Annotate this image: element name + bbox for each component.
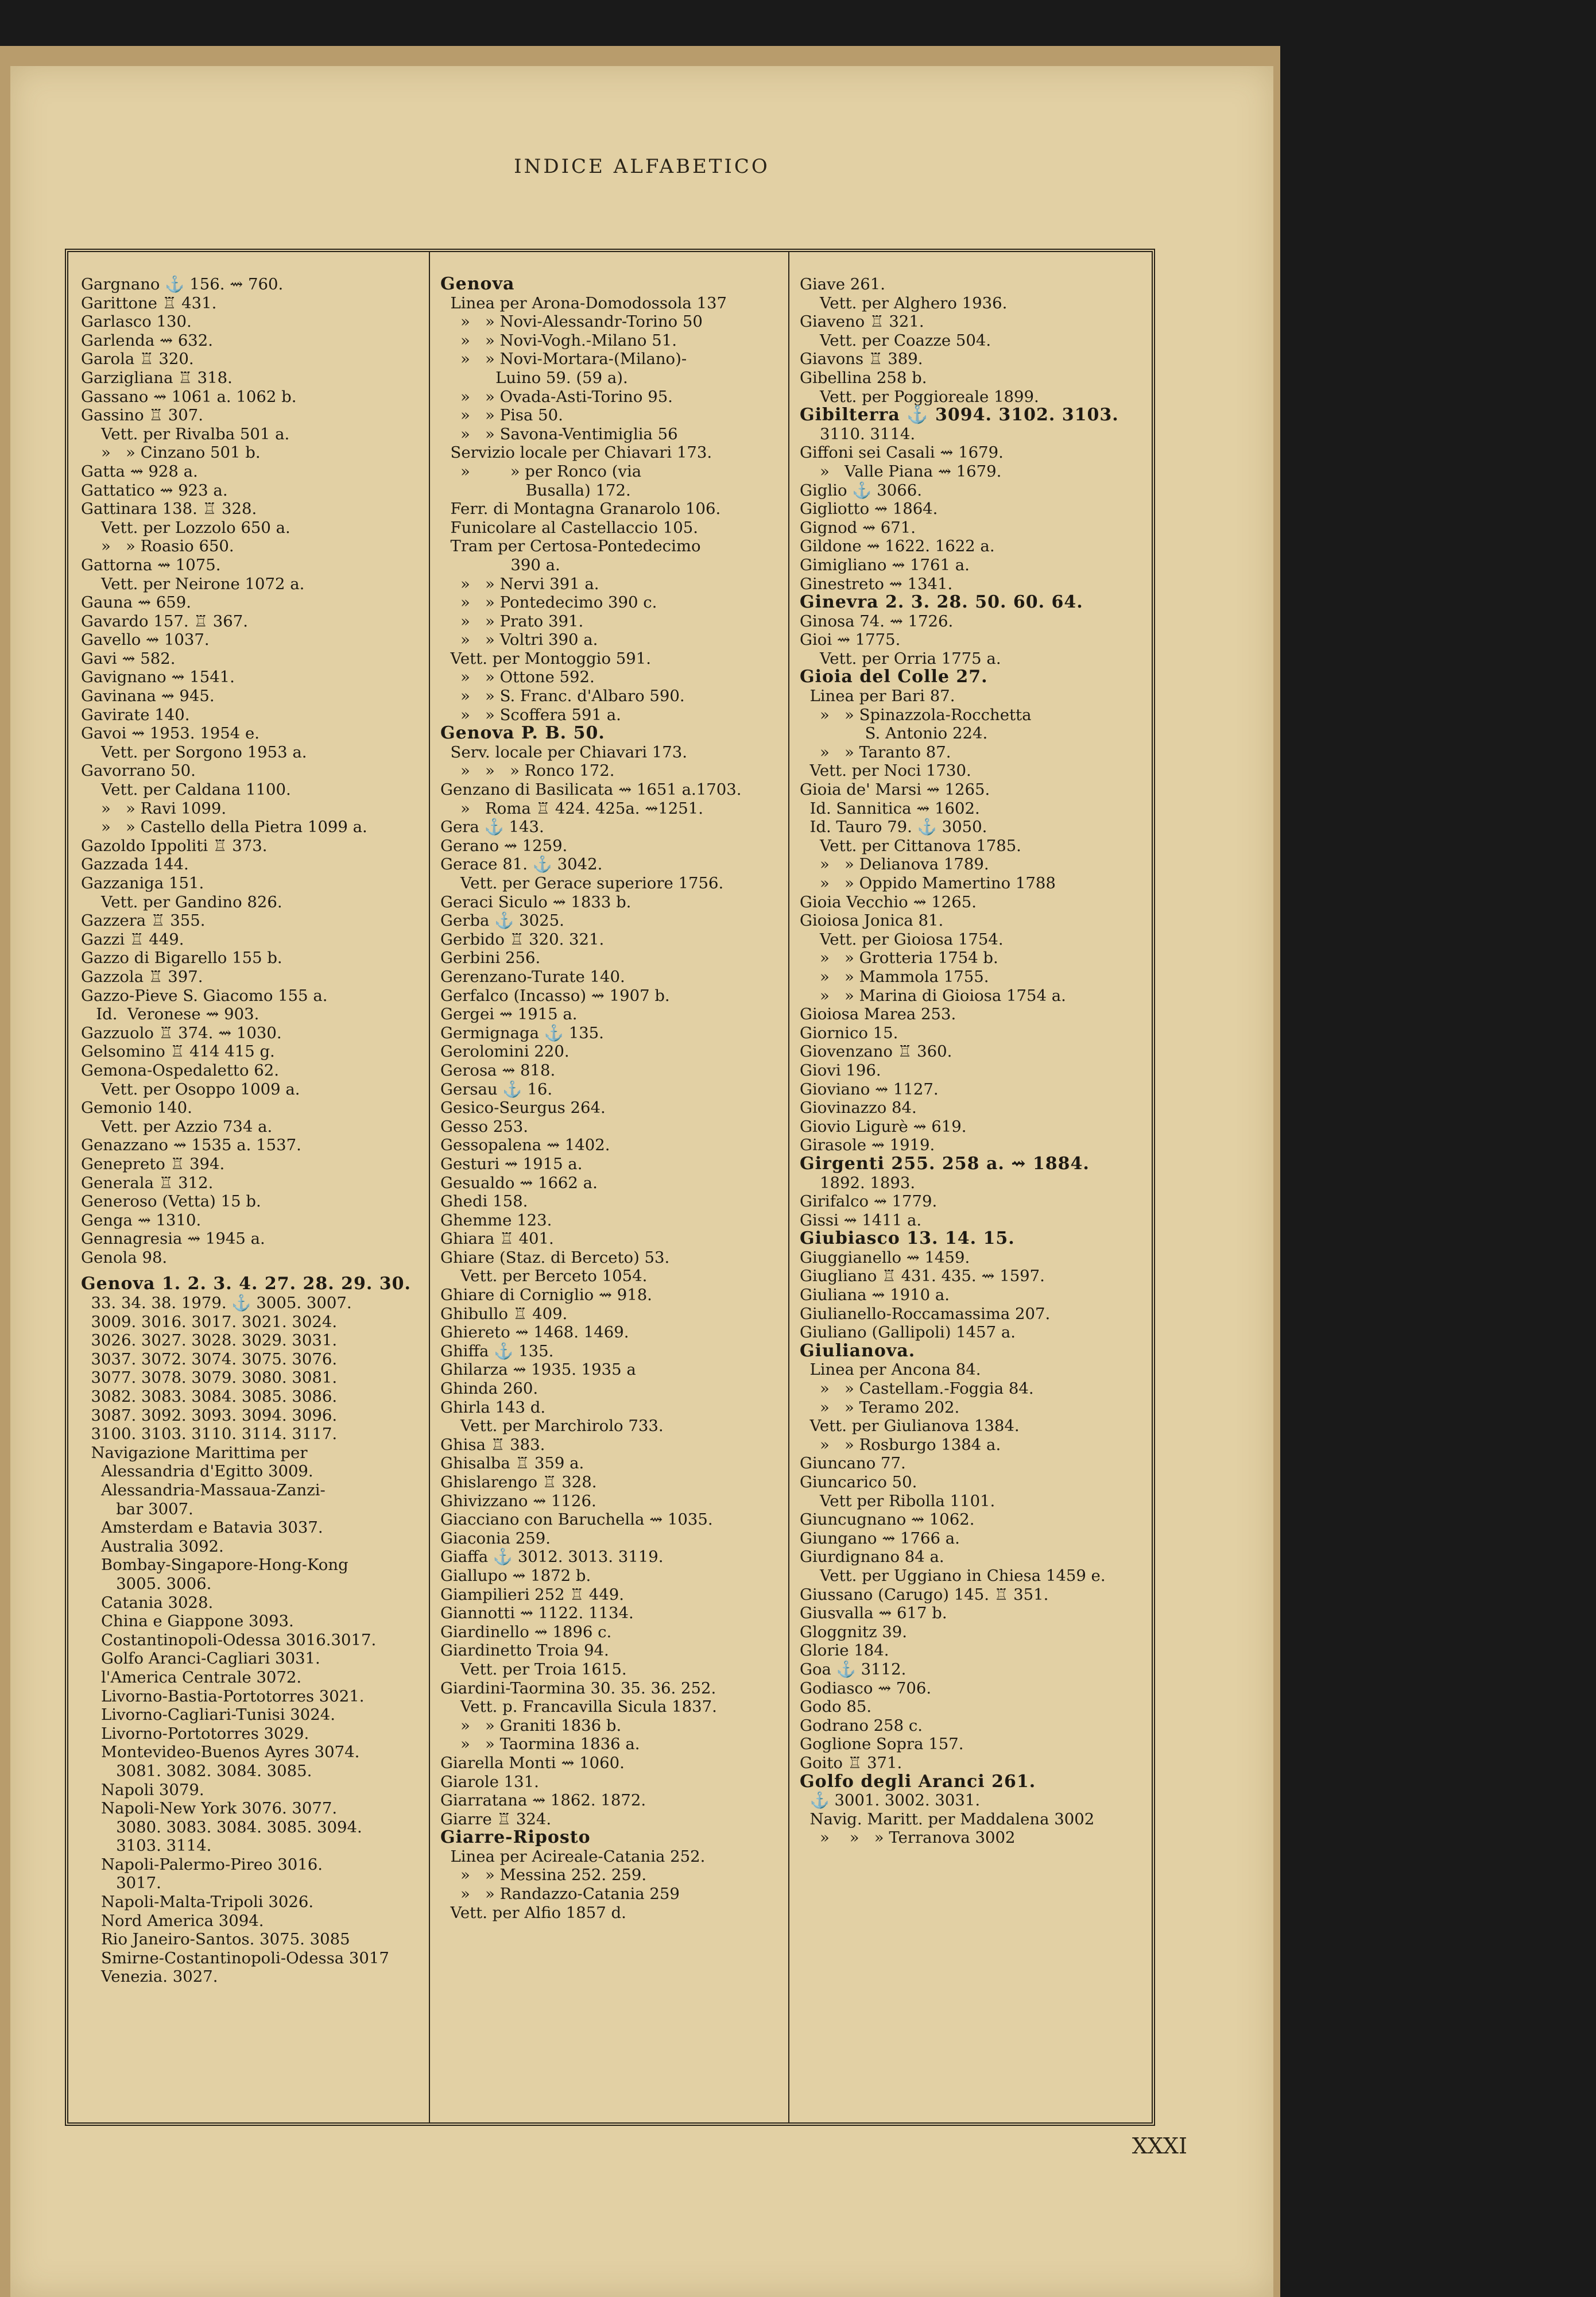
- index-entry: Livorno-Cagliari-Tunisi 3024.: [81, 1706, 336, 1724]
- index-entry: Ghirla 143 d.: [440, 1398, 546, 1417]
- index-entry: Giungano ⇝ 1766 a.: [800, 1529, 960, 1548]
- index-entry: Giave 261.: [800, 275, 885, 293]
- index-entry: » » Taranto 87.: [800, 743, 951, 761]
- index-entry: Gissi ⇝ 1411 a.: [800, 1211, 922, 1229]
- index-entry: » » Novi-Mortara-(Milano)-: [440, 350, 687, 369]
- index-entry: 3087. 3092. 3093. 3094. 3096.: [81, 1406, 338, 1425]
- index-entry: Gersau ⚓ 16.: [440, 1080, 553, 1099]
- index-entry: » » Randazzo-Catania 259: [440, 1885, 680, 1904]
- index-entry: » » S. Franc. d'Albaro 590.: [440, 687, 685, 706]
- index-entry: » » Prato 391.: [440, 612, 584, 631]
- index-entry: Generala ♖ 312.: [81, 1173, 214, 1192]
- index-entry: Gesico-Seurgus 264.: [440, 1099, 606, 1117]
- index-entry: Luino 59. (59 a).: [440, 368, 628, 387]
- index-entry: Giovenzano ♖ 360.: [800, 1042, 952, 1061]
- index-entry: Gavoi ⇝ 1953. 1954 e.: [81, 724, 259, 743]
- index-entry: Vett. per Giulianova 1384.: [800, 1417, 1020, 1436]
- index-entry: Vett. per Gerace superiore 1756.: [440, 874, 724, 892]
- index-entry: Linea per Ancona 84.: [800, 1360, 981, 1379]
- index-entry: Gazzera ♖ 355.: [81, 911, 206, 930]
- index-entry: Goglione Sopra 157.: [800, 1735, 964, 1754]
- index-entry: » » Taormina 1836 a.: [440, 1735, 640, 1754]
- index-entry: Gioia del Colle 27.: [800, 667, 988, 687]
- index-entry: Genazzano ⇝ 1535 a. 1537.: [81, 1136, 301, 1155]
- index-entry: Gazoldo Ippoliti ♖ 373.: [81, 836, 268, 855]
- index-entry: Giaconia 259.: [440, 1529, 551, 1548]
- index-entry: Ghiereto ⇝ 1468. 1469.: [440, 1323, 629, 1342]
- index-entry: Gazzi ♖ 449.: [81, 930, 184, 949]
- index-entry: » » Grotteria 1754 b.: [800, 949, 998, 968]
- index-entry: Gavignano ⇝ 1541.: [81, 668, 235, 687]
- index-entry: Giardinello ⇝ 1896 c.: [440, 1622, 612, 1641]
- index-entry: Bombay-Singapore-Hong-Kong: [81, 1556, 348, 1575]
- index-entry: 3017.: [81, 1874, 161, 1893]
- index-entry: Gavardo 157. ♖ 367.: [81, 612, 248, 631]
- index-entry: Ghilarza ⇝ 1935. 1935 a: [440, 1360, 636, 1379]
- index-entry: » Valle Piana ⇝ 1679.: [800, 462, 1002, 481]
- index-entry: Goito ♖ 371.: [800, 1753, 902, 1772]
- index-entry: Geraci Siculo ⇝ 1833 b.: [440, 892, 632, 911]
- index-entry: Vett. per Cittanova 1785.: [800, 836, 1021, 855]
- index-entry: Giusvalla ⇝ 617 b.: [800, 1604, 947, 1623]
- index-entry: Linea per Bari 87.: [800, 687, 955, 706]
- index-entry: Garittone ♖ 431.: [81, 293, 217, 312]
- index-entry: Giuggianello ⇝ 1459.: [800, 1248, 970, 1267]
- index-entry: 3009. 3016. 3017. 3021. 3024.: [81, 1312, 338, 1331]
- index-entry: bar 3007.: [81, 1499, 193, 1518]
- index-entry: Giampilieri 252 ♖ 449.: [440, 1585, 625, 1604]
- index-entry: Gioviano ⇝ 1127.: [800, 1080, 939, 1099]
- index-entry: Gioiosa Jonica 81.: [800, 911, 944, 930]
- index-entry: Costantinopoli-Odessa 3016.3017.: [81, 1630, 377, 1649]
- index-entry: Gioiosa Marea 253.: [800, 1005, 956, 1024]
- index-entry: » » Cinzano 501 b.: [81, 443, 261, 462]
- index-entry: Giardinetto Troia 94.: [440, 1641, 609, 1660]
- index-entry: Id. Veronese ⇝ 903.: [81, 1005, 259, 1024]
- index-entry: Gauna ⇝ 659.: [81, 593, 191, 612]
- index-entry: Gargnano ⚓ 156. ⇝ 760.: [81, 275, 284, 293]
- index-entry: Gassano ⇝ 1061 a. 1062 b.: [81, 387, 297, 406]
- index-entry: Vett. per Sorgono 1953 a.: [81, 743, 307, 761]
- index-entry: Ghinda 260.: [440, 1379, 539, 1398]
- index-entry: Gerace 81. ⚓ 3042.: [440, 855, 603, 874]
- index-entry: Giacciano con Baruchella ⇝ 1035.: [440, 1510, 713, 1529]
- index-entry: Ghiara ♖ 401.: [440, 1229, 554, 1248]
- index-entry: Vett. per Marchirolo 733.: [440, 1417, 664, 1436]
- index-entry: Genola 98.: [81, 1248, 168, 1267]
- index-entry: 3005. 3006.: [81, 1574, 212, 1593]
- index-entry: Gatta ⇝ 928 a.: [81, 462, 198, 481]
- index-entry: 390 a.: [440, 555, 560, 574]
- index-entry: Golfo Aranci-Cagliari 3031.: [81, 1649, 320, 1668]
- index-entry: » » » Terranova 3002: [800, 1828, 1016, 1847]
- index-entry: 3077. 3078. 3079. 3080. 3081.: [81, 1368, 338, 1387]
- index-entry: Id. Sannitica ⇝ 1602.: [800, 799, 980, 818]
- index-entry: Goa ⚓ 3112.: [800, 1660, 907, 1679]
- index-entry: Gignod ⇝ 671.: [800, 518, 916, 537]
- index-entry: Gloggnitz 39.: [800, 1622, 908, 1641]
- index-entry: 1892. 1893.: [800, 1173, 916, 1192]
- index-entry: Vett. per Poggioreale 1899.: [800, 387, 1039, 406]
- index-entry: ⚓ 3001. 3002. 3031.: [800, 1791, 981, 1810]
- column-rule-2: [788, 252, 789, 2122]
- index-entry: Vett. per Lozzolo 650 a.: [81, 518, 290, 537]
- index-entry: Gemona-Ospedaletto 62.: [81, 1061, 280, 1080]
- index-entry: Gavello ⇝ 1037.: [81, 631, 210, 649]
- index-entry: Vett. p. Francavilla Sicula 1837.: [440, 1697, 717, 1716]
- index-entry: Giarratana ⇝ 1862. 1872.: [440, 1791, 646, 1810]
- index-entry: » » Graniti 1836 b.: [440, 1716, 622, 1735]
- index-entry: » » Novi-Vogh.-Milano 51.: [440, 331, 677, 350]
- index-entry: S. Antonio 224.: [800, 724, 988, 743]
- index-entry: Vett. per Alfio 1857 d.: [440, 1903, 626, 1922]
- index-entry: Gattinara 138. ♖ 328.: [81, 500, 257, 519]
- index-entry: Catania 3028.: [81, 1593, 214, 1612]
- index-entry: Gerbido ♖ 320. 321.: [440, 930, 605, 949]
- index-entry: l'America Centrale 3072.: [81, 1668, 302, 1687]
- index-entry: Giulianova.: [800, 1340, 916, 1361]
- index-entry: » » Mammola 1755.: [800, 967, 989, 986]
- index-entry: Ghemme 123.: [440, 1211, 552, 1229]
- index-entry: Livorno-Portotorres 3029.: [81, 1724, 309, 1743]
- index-entry: » » Messina 252. 259.: [440, 1866, 647, 1885]
- index-entry: Gattorna ⇝ 1075.: [81, 555, 221, 574]
- index-entry: Gildone ⇝ 1622. 1622 a.: [800, 537, 995, 556]
- index-entry: Gattatico ⇝ 923 a.: [81, 481, 228, 500]
- index-entry: Napoli 3079.: [81, 1780, 204, 1799]
- index-entry: » » Novi-Alessandr-Torino 50: [440, 312, 703, 331]
- index-entry: Napoli-Palermo-Pireo 3016.: [81, 1855, 323, 1874]
- index-entry: Australia 3092.: [81, 1537, 224, 1556]
- index-entry: Gessopalena ⇝ 1402.: [440, 1136, 610, 1155]
- index-entry: 3100. 3103. 3110. 3114. 3117.: [81, 1425, 338, 1444]
- index-entry: » » Ottone 592.: [440, 668, 595, 687]
- index-entry: Gerolomini 220.: [440, 1042, 570, 1061]
- index-entry: Giubiasco 13. 14. 15.: [800, 1228, 1015, 1249]
- index-entry: Ghiare (Staz. di Berceto) 53.: [440, 1248, 670, 1267]
- index-entry: » » Castello della Pietra 1099 a.: [81, 818, 367, 837]
- index-column-3: [800, 275, 1144, 1847]
- index-entry: Vett. per Osoppo 1009 a.: [81, 1080, 300, 1099]
- index-entry: Gioia Vecchio ⇝ 1265.: [800, 892, 977, 911]
- index-entry: Gerba ⚓ 3025.: [440, 911, 564, 930]
- index-entry: Ginosa 74. ⇝ 1726.: [800, 612, 954, 631]
- index-entry: Giuliano (Gallipoli) 1457 a.: [800, 1323, 1016, 1342]
- index-entry: » » Nervi 391 a.: [440, 574, 599, 593]
- index-entry: Giarella Monti ⇝ 1060.: [440, 1753, 625, 1772]
- index-entry: Vett. per Alghero 1936.: [800, 293, 1008, 312]
- index-entry: » » Pisa 50.: [440, 406, 563, 425]
- index-entry: Vett. per Neirone 1072 a.: [81, 574, 305, 593]
- index-entry: Giglio ⚓ 3066.: [800, 481, 922, 500]
- index-entry: Garzigliana ♖ 318.: [81, 368, 233, 387]
- index-entry: Tram per Certosa-Pontedecimo: [440, 537, 701, 556]
- index-entry: 3103. 3114.: [81, 1836, 212, 1855]
- index-entry: Serv. locale per Chiavari 173.: [440, 743, 688, 761]
- index-entry: Gesso 253.: [440, 1117, 528, 1136]
- index-entry: Gavorrano 50.: [81, 761, 196, 780]
- index-entry: Giornico 15.: [800, 1023, 898, 1042]
- index-frame: [65, 249, 1155, 2126]
- index-entry: Giallupo ⇝ 1872 b.: [440, 1566, 591, 1585]
- index-entry: » » » Ronco 172.: [440, 761, 615, 780]
- index-entry: Rio Janeiro-Santos. 3075. 3085: [81, 1930, 350, 1949]
- index-entry: Gazzuolo ♖ 374. ⇝ 1030.: [81, 1023, 282, 1042]
- index-entry: Vett. per Azzio 734 a.: [81, 1117, 273, 1136]
- index-entry: Gigliotto ⇝ 1864.: [800, 500, 938, 519]
- index-entry: Giannotti ⇝ 1122. 1134.: [440, 1604, 634, 1623]
- index-entry: Genga ⇝ 1310.: [81, 1211, 202, 1229]
- index-entry: Giurdignano 84 a.: [800, 1548, 944, 1567]
- index-entry: » Roma ♖ 424. 425a. ⇝1251.: [440, 799, 703, 818]
- index-entry: » » Rosburgo 1384 a.: [800, 1435, 1001, 1454]
- index-entry: Vett per Ribolla 1101.: [800, 1491, 995, 1510]
- index-entry: Girifalco ⇝ 1779.: [800, 1192, 938, 1211]
- index-entry: Ghiffa ⚓ 135.: [440, 1341, 554, 1360]
- index-entry: Vett. per Gioiosa 1754.: [800, 930, 1004, 949]
- index-entry: Vett. per Uggiano in Chiesa 1459 e.: [800, 1566, 1106, 1585]
- index-entry: Ferr. di Montagna Granarolo 106.: [440, 500, 721, 519]
- index-entry: Ghedi 158.: [440, 1192, 528, 1211]
- index-entry: Genova P. B. 50.: [440, 723, 605, 744]
- index-entry: China e Giappone 3093.: [81, 1612, 294, 1631]
- index-entry: 3080. 3083. 3084. 3085. 3094.: [81, 1818, 362, 1836]
- index-entry: Smirne-Costantinopoli-Odessa 3017: [81, 1948, 389, 1967]
- index-entry: Navigazione Marittima per: [81, 1443, 308, 1462]
- index-entry: » » Delianova 1789.: [800, 855, 989, 874]
- index-entry: Gibilterra ⚓ 3094. 3102. 3103.: [800, 405, 1119, 426]
- page-number: XXXI: [1132, 2133, 1187, 2159]
- index-entry: Amsterdam e Batavia 3037.: [81, 1518, 323, 1537]
- index-entry: Ghibullo ♖ 409.: [440, 1304, 568, 1323]
- index-entry: Giuliana ⇝ 1910 a.: [800, 1286, 950, 1305]
- index-entry: » » Castellam.-Foggia 84.: [800, 1379, 1034, 1398]
- index-entry: Vett. per Berceto 1054.: [440, 1267, 648, 1286]
- index-entry: Vett. per Troia 1615.: [440, 1660, 627, 1679]
- index-entry: » » Savona-Ventimiglia 56: [440, 424, 678, 443]
- index-entry: Giffoni sei Casali ⇝ 1679.: [800, 443, 1004, 462]
- index-entry: Vett. per Orria 1775 a.: [800, 649, 1001, 668]
- index-entry: Gibellina 258 b.: [800, 368, 927, 387]
- index-entry: Garlasco 130.: [81, 312, 192, 331]
- index-entry: Vett. per Rivalba 501 a.: [81, 424, 290, 443]
- index-entry: Genova: [440, 274, 515, 294]
- index-entry: 33. 34. 38. 1979. ⚓ 3005. 3007.: [81, 1294, 352, 1313]
- index-entry: Gerenzano-Turate 140.: [440, 967, 625, 986]
- index-entry: Napoli-New York 3076. 3077.: [81, 1799, 338, 1818]
- index-entry: Gelsomino ♖ 414 415 g.: [81, 1042, 275, 1061]
- index-entry: Giugliano ♖ 431. 435. ⇝ 1597.: [800, 1267, 1045, 1286]
- index-entry: 3026. 3027. 3028. 3029. 3031.: [81, 1331, 338, 1350]
- index-entry: Genova 1. 2. 3. 4. 27. 28. 29. 30.: [81, 1274, 411, 1294]
- index-entry: » » Scoffera 591 a.: [440, 705, 621, 724]
- index-entry: Busalla) 172.: [440, 481, 631, 500]
- index-entry: Girgenti 255. 258 a. ⇝ 1884.: [800, 1153, 1090, 1174]
- index-entry: » » Marina di Gioiosa 1754 a.: [800, 986, 1066, 1005]
- index-entry: Linea per Acireale-Catania 252.: [440, 1847, 706, 1866]
- index-entry: Ginevra 2. 3. 28. 50. 60. 64.: [800, 592, 1083, 613]
- index-entry: Giarre-Riposto: [440, 1827, 591, 1848]
- index-entry: Gemonio 140.: [81, 1099, 192, 1117]
- index-entry: Godiasco ⇝ 706.: [800, 1679, 932, 1697]
- index-entry: Alessandria d'Egitto 3009.: [81, 1462, 313, 1481]
- index-entry: » » per Ronco (via: [440, 462, 642, 481]
- index-entry: Garlenda ⇝ 632.: [81, 331, 214, 350]
- index-entry: Montevideo-Buenos Ayres 3074.: [81, 1743, 360, 1762]
- index-entry: Generoso (Vetta) 15 b.: [81, 1192, 261, 1211]
- index-entry: » » Pontedecimo 390 c.: [440, 593, 657, 612]
- index-entry: Gavirate 140.: [81, 705, 190, 724]
- index-entry: Gazzo di Bigarello 155 b.: [81, 949, 282, 968]
- index-entry: Gioia de' Marsi ⇝ 1265.: [800, 780, 990, 799]
- column-rule-1: [429, 252, 430, 2122]
- index-entry: Vett. per Noci 1730.: [800, 761, 971, 780]
- index-entry: Golfo degli Aranci 261.: [800, 1771, 1036, 1792]
- index-entry: Gioi ⇝ 1775.: [800, 631, 901, 649]
- index-entry: Godrano 258 c.: [800, 1716, 923, 1735]
- index-column-2: [440, 275, 785, 1922]
- index-column-1: [81, 275, 425, 1986]
- index-entry: Ghivizzano ⇝ 1126.: [440, 1491, 596, 1510]
- index-entry: Giavons ♖ 389.: [800, 350, 923, 369]
- index-entry: » » Voltri 390 a.: [440, 631, 598, 649]
- index-entry: » » Roasio 650.: [81, 537, 234, 556]
- index-entry: » » Ovada-Asti-Torino 95.: [440, 387, 673, 406]
- index-entry: Giarole 131.: [440, 1772, 539, 1791]
- index-entry: Giovio Ligurè ⇝ 619.: [800, 1117, 967, 1136]
- index-entry: » » Teramo 202.: [800, 1398, 960, 1417]
- index-entry: Giaveno ♖ 321.: [800, 312, 924, 331]
- index-entry: Giaffa ⚓ 3012. 3013. 3119.: [440, 1548, 664, 1567]
- index-entry: Giarre ♖ 324.: [440, 1809, 552, 1828]
- index-entry: Gergei ⇝ 1915 a.: [440, 1005, 578, 1024]
- index-entry: Servizio locale per Chiavari 173.: [440, 443, 712, 462]
- index-entry: Giuncano 77.: [800, 1454, 906, 1473]
- index-entry: Genzano di Basilicata ⇝ 1651 a.1703.: [440, 780, 742, 799]
- index-entry: 3110. 3114.: [800, 424, 916, 443]
- index-entry: Gazzola ♖ 397.: [81, 967, 203, 986]
- index-entry: Gera ⚓ 143.: [440, 818, 544, 837]
- index-entry: Germignaga ⚓ 135.: [440, 1023, 604, 1042]
- index-entry: Glorie 184.: [800, 1641, 889, 1660]
- book-page: [10, 66, 1273, 2297]
- index-entry: Vett. per Caldana 1100.: [81, 780, 291, 799]
- index-entry: Giussano (Carugo) 145. ♖ 351.: [800, 1585, 1049, 1604]
- index-entry: Vett. per Coazze 504.: [800, 331, 991, 350]
- index-entry: Ghiare di Corniglio ⇝ 918.: [440, 1286, 652, 1305]
- index-entry: 3081. 3082. 3084. 3085.: [81, 1761, 312, 1780]
- index-entry: Alessandria-Massaua-Zanzi-: [81, 1481, 326, 1499]
- page-header: INDICE ALFABETICO: [514, 155, 770, 178]
- index-entry: Giovi 196.: [800, 1061, 881, 1080]
- index-entry: Gazzo-Pieve S. Giacomo 155 a.: [81, 986, 328, 1005]
- index-entry: Genepreto ♖ 394.: [81, 1154, 225, 1173]
- index-entry: Gesualdo ⇝ 1662 a.: [440, 1173, 598, 1192]
- index-entry: Giuncugnano ⇝ 1062.: [800, 1510, 975, 1529]
- index-entry: Gennagresia ⇝ 1945 a.: [81, 1229, 265, 1248]
- index-entry: Ghisalba ♖ 359 a.: [440, 1454, 584, 1473]
- index-entry: Gavi ⇝ 582.: [81, 649, 176, 668]
- index-entry: Funicolare al Castellaccio 105.: [440, 518, 699, 537]
- index-entry: Ghisa ♖ 383.: [440, 1435, 545, 1454]
- index-entry: Id. Tauro 79. ⚓ 3050.: [800, 818, 987, 837]
- index-entry: Gazzaniga 151.: [81, 874, 204, 892]
- index-entry: Giovinazzo 84.: [800, 1099, 917, 1117]
- index-entry: » » Spinazzola-Rocchetta: [800, 705, 1032, 724]
- index-entry: Gavinana ⇝ 945.: [81, 687, 215, 706]
- index-entry: Napoli-Malta-Tripoli 3026.: [81, 1893, 314, 1912]
- index-entry: » » Oppido Mamertino 1788: [800, 874, 1056, 892]
- index-entry: 3082. 3083. 3084. 3085. 3086.: [81, 1387, 338, 1406]
- index-entry: 3037. 3072. 3074. 3075. 3076.: [81, 1349, 338, 1368]
- index-entry: Gassino ♖ 307.: [81, 406, 204, 425]
- index-entry: Livorno-Bastia-Portotorres 3021.: [81, 1687, 365, 1706]
- index-entry: Nord America 3094.: [81, 1911, 264, 1930]
- index-entry: Ghislarengo ♖ 328.: [440, 1473, 597, 1491]
- index-entry: Gesturi ⇝ 1915 a.: [440, 1154, 583, 1173]
- index-entry: Linea per Arona-Domodossola 137: [440, 293, 727, 312]
- index-entry: Vett. per Gandino 826.: [81, 892, 282, 911]
- index-entry: Ginestreto ⇝ 1341.: [800, 574, 953, 593]
- index-entry: Gazzada 144.: [81, 855, 189, 874]
- index-entry: Gimigliano ⇝ 1761 a.: [800, 555, 970, 574]
- index-entry: Girasole ⇝ 1919.: [800, 1136, 935, 1155]
- index-entry: Godo 85.: [800, 1697, 872, 1716]
- index-entry: Vett. per Montoggio 591.: [440, 649, 652, 668]
- index-entry: Giulianello-Roccamassima 207.: [800, 1304, 1051, 1323]
- index-entry: Giardini-Taormina 30. 35. 36. 252.: [440, 1679, 716, 1697]
- index-entry: Gerosa ⇝ 818.: [440, 1061, 556, 1080]
- index-entry: Giuncarico 50.: [800, 1473, 917, 1491]
- index-entry: Navig. Maritt. per Maddalena 3002: [800, 1809, 1095, 1828]
- index-entry: Gerfalco (Incasso) ⇝ 1907 b.: [440, 986, 670, 1005]
- index-entry: Venezia. 3027.: [81, 1967, 218, 1986]
- index-entry: » » Ravi 1099.: [81, 799, 227, 818]
- index-entry: Gerbini 256.: [440, 949, 541, 968]
- index-entry: Gerano ⇝ 1259.: [440, 836, 568, 855]
- index-entry: Garola ♖ 320.: [81, 350, 194, 369]
